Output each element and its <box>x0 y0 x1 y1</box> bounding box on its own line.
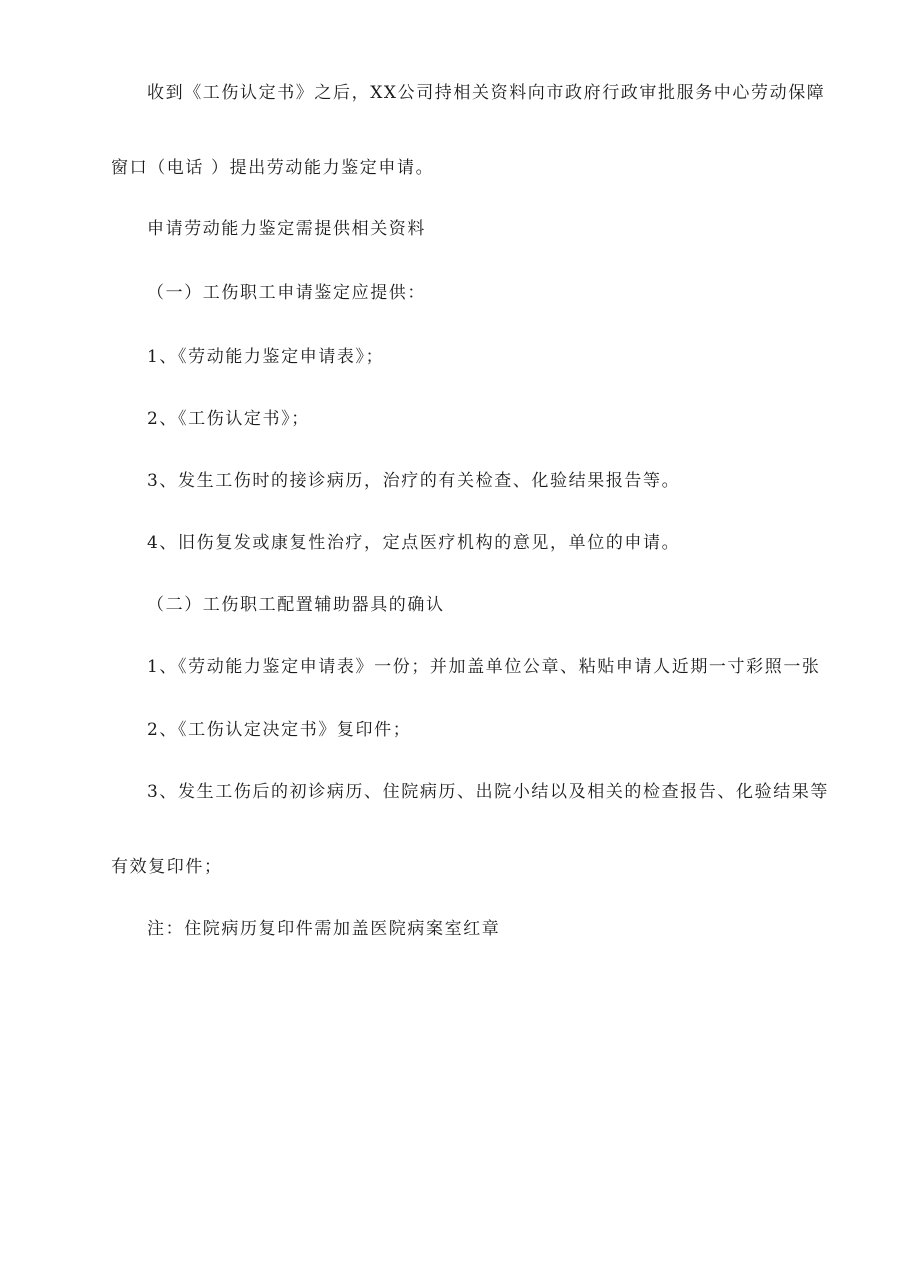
paragraph-intro-line-1: 收到《工伤认定书》之后，XX公司持相关资料向市政府行政审批服务中心劳动保障 <box>147 83 826 103</box>
section-heading: 申请劳动能力鉴定需提供相关资料 <box>147 219 426 239</box>
list-item-2-3-line-1: 3、发生工伤后的初诊病历、住院病历、出院小结以及相关的检查报告、化验结果等 <box>147 782 830 802</box>
list-item-1-4: 4、旧伤复发或康复性治疗，定点医疗机构的意见，单位的申请。 <box>147 533 681 553</box>
list-item-1-3: 3、发生工伤时的接诊病历，治疗的有关检查、化验结果报告等。 <box>147 471 681 491</box>
list-item-1-2: 2、《工伤认定书》； <box>147 409 310 429</box>
note: 注：住院病历复印件需加盖医院病案室红章 <box>147 919 501 939</box>
paragraph-intro-line-2: 窗口（电话 ）提出劳动能力鉴定申请。 <box>111 158 435 178</box>
subsection-heading-2: （二）工伤职工配置辅助器具的确认 <box>147 595 445 615</box>
subsection-heading-1: （一）工伤职工申请鉴定应提供： <box>147 283 426 303</box>
list-item-1-1: 1、《劳动能力鉴定申请表》； <box>147 347 385 367</box>
list-item-2-3-line-2: 有效复印件； <box>111 857 223 877</box>
list-item-2-1: 1、《劳动能力鉴定申请表》一份；并加盖单位公章、粘贴申请人近期一寸彩照一张 <box>147 657 821 677</box>
list-item-2-2: 2、《工伤认定决定书》复印件； <box>147 720 412 740</box>
